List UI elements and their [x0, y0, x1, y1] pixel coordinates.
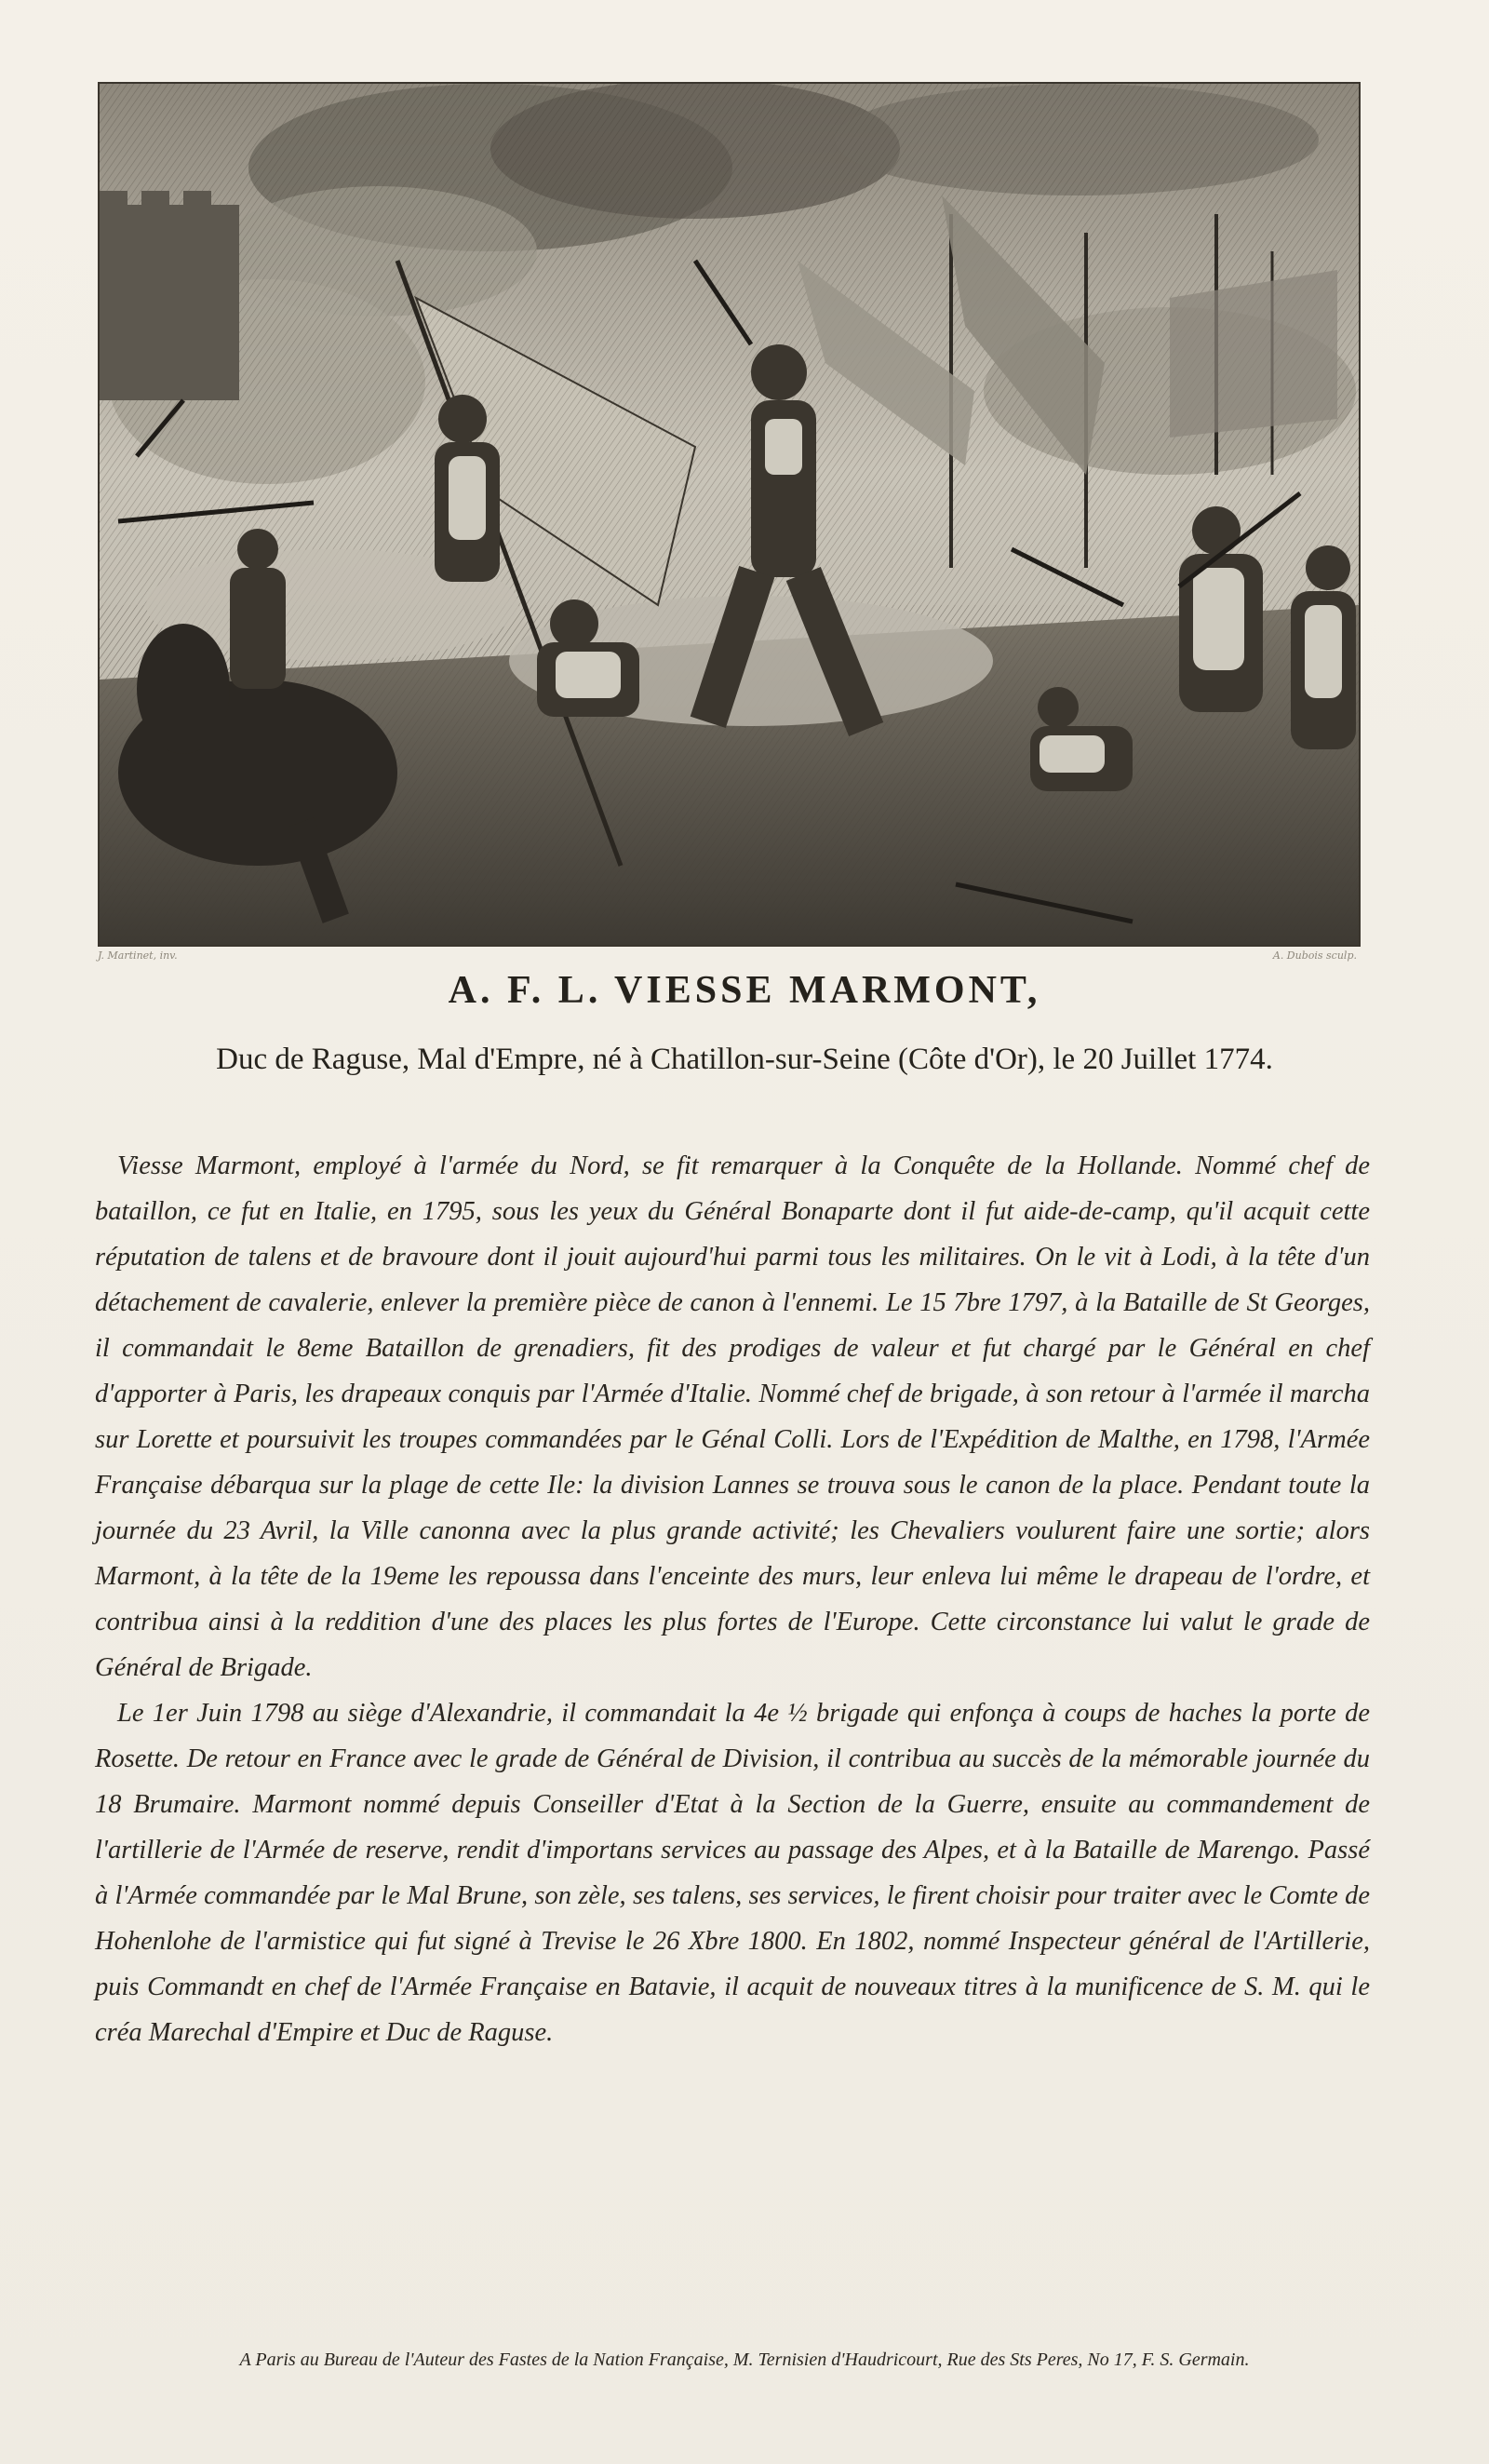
biography-paragraph-1: Viesse Marmont, employé à l'armée du Nord, se fit remarquer à la Conquête de la Hollande. Nommé chef de bataillon, ce fut en Italie, en 1795, sous les yeux du Général Bonaparte dont il fut aide-de-camp, qu'il acquit cette réputation de talens et de bravoure dont il jouit aujourd'hui parmi tous les militaires. On le vit à Lodi, à la tête d'un détachement de cavalerie, enlever la première pièce de canon à l'ennemi. Le 15 7bre 1797, à la Bataille de St Georges, il commandait le 8eme Bataillon de grenadiers, fit des prodiges de valeur et fut chargé par le Général en chef d'apporter à Paris, les drapeaux conquis par l'Armée d'Italie. Nommé chef de brigade, à son retour à l'armée il marcha sur Lorette et poursuivit les troupes commandées par le Génal Colli. Lors de l'Expédition de Malthe, en 1798, l'Armée Française débarqua sur la plage de cette Ile: la division Lannes se trouva sous le canon de la place. Pendant toute la journée du 23 Avril, la Ville canonna avec la plus grande activité; les Chevaliers voulurent faire une sortie; alors Marmont, à la tête de la 19eme les repoussa dans l'enceinte des murs, leur enleva lui même le drapeau de l'ordre, et contribua ainsi à la reddition d'une des places les plus fortes de l'Europe. Cette circonstance lui valut le grade de Général de Brigade.: [95, 1151, 1370, 1682]
page-title: A. F. L. VIESSE MARMONT,: [448, 969, 1041, 1012]
biography-text: [95, 1143, 1370, 2055]
artist-credit: J. Martinet, inv.: [98, 949, 178, 962]
publisher-imprint: A Paris au Bureau de l'Auteur des Fastes de la Nation Française, M. Ternisien d'Haudricourt, Rue des Sts Peres, No 17, F. S. Germain.: [239, 2350, 1250, 2370]
engraver-credit: A. Dubois sculp.: [1272, 949, 1357, 962]
battle-engraving: [98, 82, 1361, 947]
biography-paragraph-2: Le 1er Juin 1798 au siège d'Alexandrie, il commandait la 4e ½ brigade qui enfonça à coups de haches la porte de Rosette. De retour en France avec le grade de Général de Division, il contribua au succès de la mémorable journée du 18 Brumaire. Marmont nommé depuis Conseiller d'Etat à la Section de la Guerre, ensuite au commandement de l'artillerie de l'Armée de reserve, rendit d'importans services au passage des Alpes, et à la Bataille de Marengo. Passé à l'Armée commandée par le Mal Brune, son zèle, ses talens, ses services, le firent choisir pour traiter avec le Comte de Hohenlohe de l'armistice qui fut signé à Trevise le 26 Xbre 1800. En 1802, nommé Inspecteur général de l'Artillerie, puis Commandt en chef de l'Armée Française en Batavie, il acquit de nouveaux titres à la munificence de S. M. qui le créa Marechal d'Empire et Duc de Raguse.: [95, 1699, 1370, 2047]
page-subtitle: Duc de Raguse, Mal d'Empre, né à Chatillon-sur-Seine (Côte d'Or), le 20 Juillet 1774.: [216, 1043, 1273, 1076]
